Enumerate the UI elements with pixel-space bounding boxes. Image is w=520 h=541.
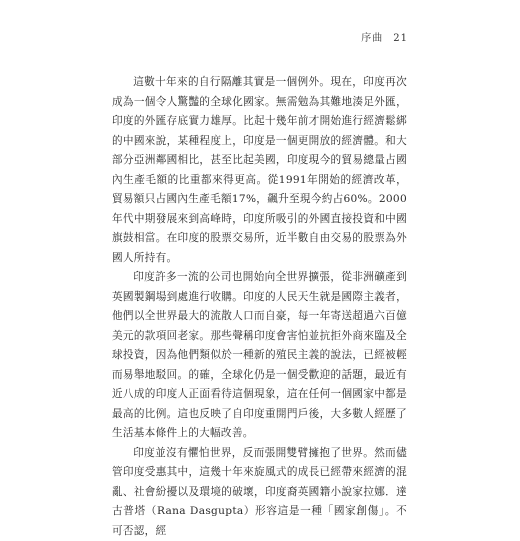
body-text [112, 73, 407, 541]
paragraph: 這數十年來的自行隔離其實是一個例外。現在，印度再次成為一個令人驚豔的全球化國家。無需勉為其難地湊足外匯，印度的外匯存底實力雄厚。比起十幾年前才開始進行經濟鬆綁的中國來說，某種程度上，印度是一個更開放的經濟體。和大部分亞洲鄰國相比，甚至比起美國，印度現今的貿易總量占國內生產毛額的比重都來得更高。從1991年開始的經濟改革，貿易額只占國內生產毛額17%，飆升至現今約占60%。2000年代中期發展來到高峰時，印度所吸引的外國直接投資和中國旗鼓相當。在印度的股票交易所，近半數自由交易的股票為外國人所持有。 [112, 73, 407, 268]
paragraph: 印度許多一流的公司也開始向全世界擴張，從非洲礦產到英國製鋼場到處進行收購。印度的人民天生就是國際主義者，他們以全世界最大的流散人口而自豪，每一年寄送超過六百億美元的款項回老家。那些聲稱印度會害怕並抗拒外商來臨及全球投資，因為他們類似於一種新的殖民主義的說法，已經被輕而易舉地駁回。的確，全球化仍是一個受歡迎的話題，最近有近八成的印度人正面看待這個現象，這在任何一個國家中都是最高的比例。這也反映了自印度重開門戶後，大多數人經歷了生活基本條件上的大幅改善。 [112, 268, 407, 444]
running-head [361, 29, 408, 44]
paragraph: 印度並沒有懼怕世界，反而張開雙臂擁抱了世界。然而儘管印度受惠其中，這幾十年來旋風式的成長已經帶來經濟的混亂、社會紛擾以及環境的破壞，印度裔英國籍小說家拉娜．達古普塔（Rana Dasgupta）形容這是一種「國家創傷」。不可否認，經 [112, 444, 407, 541]
section-title: 序曲 [361, 33, 383, 44]
page-number: 21 [393, 33, 408, 44]
